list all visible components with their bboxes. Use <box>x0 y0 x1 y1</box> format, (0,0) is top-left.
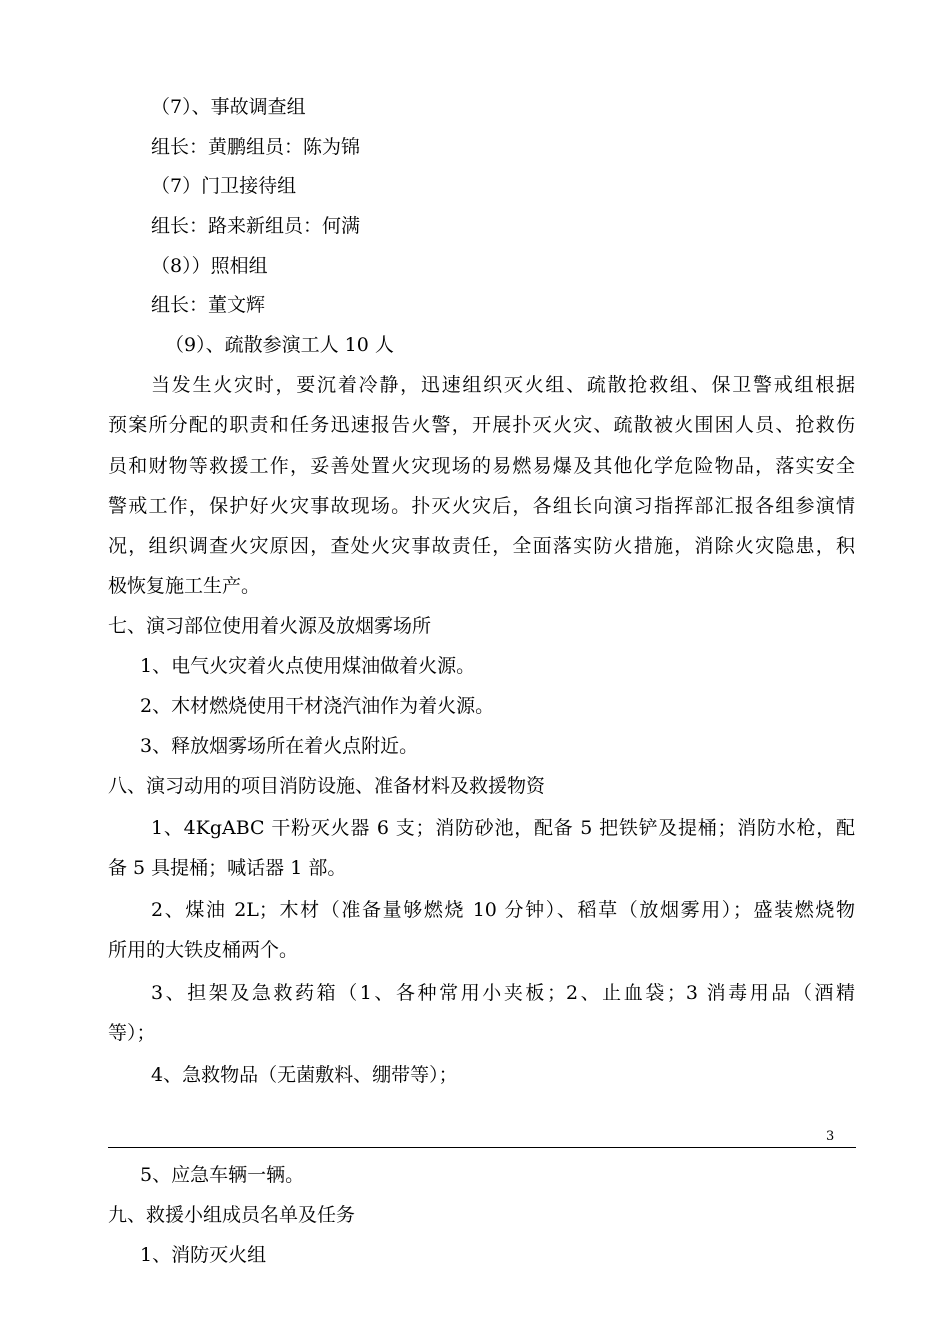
paragraph-line-5: 况，组织调查火灾原因，查处火灾事故责任，全面落实防火措施，消除火灾隐患，积 <box>108 535 855 557</box>
section-heading-8: 八、演习动用的项目消防设施、准备材料及救援物资 <box>108 775 546 797</box>
text-line-14: 所用的大铁皮桶两个。 <box>108 939 299 961</box>
page-divider <box>108 1147 856 1148</box>
text-line-4: 组长：路来新组员：何满 <box>151 215 361 237</box>
text-line-18: 5、应急车辆一辆。 <box>140 1164 305 1186</box>
paragraph-line-2: 预案所分配的职责和任务迅速报告火警，开展扑灭火灾、疏散被火围困人员、抢救伤 <box>108 414 855 436</box>
section-heading-7: 七、演习部位使用着火源及放烟雾场所 <box>108 615 432 637</box>
section-heading-9: 九、救援小组成员名单及任务 <box>108 1204 356 1226</box>
text-line-9: 2、木材燃烧使用干材浇汽油作为着火源。 <box>140 695 495 717</box>
text-line-17: 4、急救物品（无菌敷料、绷带等）； <box>151 1064 458 1086</box>
paragraph-line-4: 警戒工作，保护好火灾事故现场。扑灭火灾后，各组长向演习指挥部汇报各组参演情 <box>108 495 855 517</box>
text-line-15: 3、担架及急救药箱（1、各种常用小夹板；2、止血袋；3 消毒用品（酒精 <box>151 982 855 1004</box>
text-line-12: 备 5 具提桶；喊话器 1 部。 <box>108 857 347 879</box>
text-line-13: 2、煤油 2L；木材（准备量够燃烧 10 分钟）、稻草（放烟雾用）；盛装燃烧物 <box>151 899 855 921</box>
text-line-19: 1、消防灭火组 <box>140 1244 267 1266</box>
page-number: 3 <box>826 1129 835 1144</box>
text-line-5: （8））照相组 <box>151 255 268 277</box>
paragraph-line-3: 员和财物等救援工作，妥善处置火灾现场的易燃易爆及其他化学危险物品，落实安全 <box>108 455 855 477</box>
text-line-8: 1、电气火灾着火点使用煤油做着火源。 <box>140 655 476 677</box>
paragraph-line-6: 极恢复施工生产。 <box>108 575 261 597</box>
text-line-11: 1、4KgABC 干粉灭火器 6 支；消防砂池，配备 5 把铁铲及提桶；消防水枪，配 <box>151 817 855 839</box>
text-line-3: （7）门卫接待组 <box>151 175 297 197</box>
text-line-10: 3、释放烟雾场所在着火点附近。 <box>140 735 419 757</box>
paragraph-line-1: 当发生火灾时，要沉着冷静，迅速组织灭火组、疏散抢救组、保卫警戒组根据 <box>151 374 855 396</box>
text-line-7: （9）、疏散参演工人 10 人 <box>165 334 394 356</box>
text-line-1: （7）、事故调查组 <box>151 96 306 118</box>
text-line-2: 组长：黄鹏组员：陈为锦 <box>151 136 361 158</box>
text-line-16: 等）； <box>108 1022 156 1044</box>
text-line-6: 组长：董文辉 <box>151 294 266 316</box>
